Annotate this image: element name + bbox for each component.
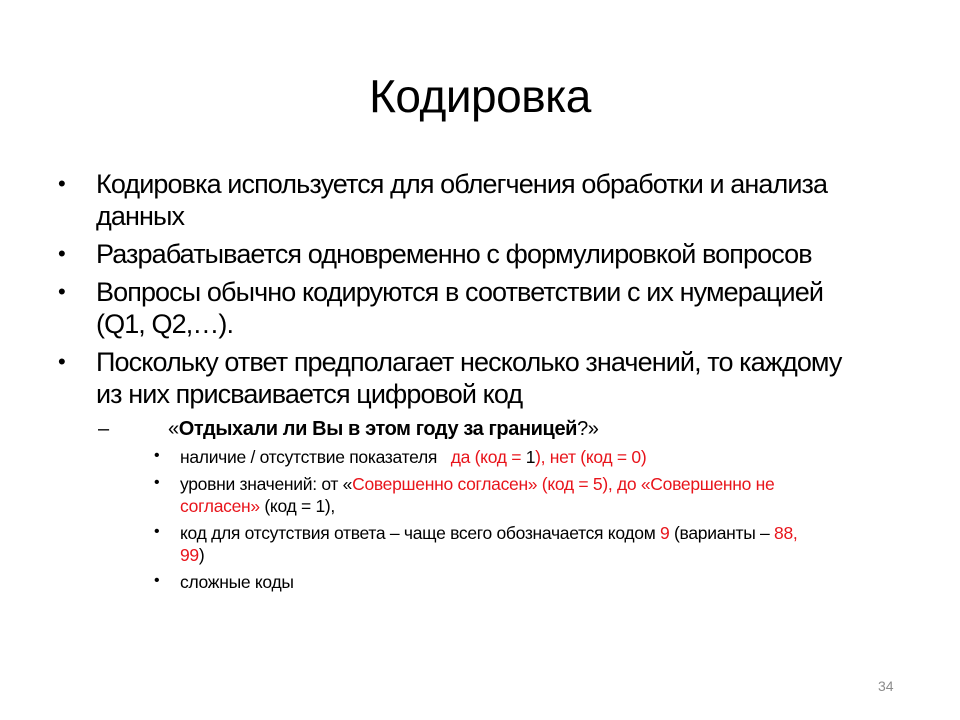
bullet-item [58, 276, 858, 340]
bullet-icon: • [58, 241, 65, 266]
text-plain: (варианты – [669, 523, 775, 543]
slide-body [58, 168, 858, 598]
text-red: 88, 99 [180, 523, 798, 565]
bullet-icon: • [154, 572, 160, 589]
text-plain: 1 [525, 447, 536, 467]
text-red: да (код = [450, 447, 526, 467]
open-quote: « [168, 418, 179, 440]
text-plain: (код = 1), [259, 496, 335, 516]
text-plain: ) [198, 545, 205, 565]
text-red: 9 [660, 523, 670, 543]
bullet-text: Поскольку ответ предполагает несколько значений, то каждому из них присваивается цифровой код [96, 347, 842, 409]
text-plain: код для отсутствия ответа – чаще всего обозначается кодом [180, 523, 661, 543]
text-plain: наличие / отсутствие показателя [180, 447, 451, 467]
bullet-item [58, 346, 858, 410]
bullet-text: Вопросы обычно кодируются в соответствии с их нумерацией (Q1, Q2,…). [96, 277, 823, 339]
question-close: ?» [577, 418, 599, 440]
sub-bullet-question [98, 416, 858, 442]
bullet-text: Кодировка используется для облегчения обработки и анализа данных [96, 169, 828, 231]
sub-sub-bullet [154, 522, 800, 566]
bullet-icon: • [58, 349, 65, 374]
text-plain: сложные коды [180, 572, 294, 592]
bullet-icon: • [154, 523, 160, 540]
text-plain: уровни значений: от « [180, 474, 353, 494]
page-number: 34 [878, 678, 894, 694]
slide-title: Кодировка [369, 70, 591, 122]
bullet-icon: • [154, 474, 160, 491]
bullet-text: Разрабатывается одновременно с формулировкой вопросов [96, 239, 812, 269]
sub-sub-bullet [154, 571, 800, 593]
question-text: Отдыхали ли Вы в этом году за границей [178, 418, 578, 440]
bullet-icon: • [58, 171, 65, 196]
dash-icon: – [98, 418, 109, 440]
bullet-item [58, 168, 858, 232]
sub-sub-bullet [154, 446, 800, 468]
bullet-item [58, 238, 858, 270]
bullet-icon: • [58, 279, 65, 304]
text-red: ), нет (код = 0) [535, 447, 647, 467]
bullet-icon: • [154, 447, 160, 464]
text-red: Совершенно согласен» (код = 5), до «Совершенно не согласен» [180, 474, 775, 516]
sub-sub-bullet [154, 473, 800, 517]
